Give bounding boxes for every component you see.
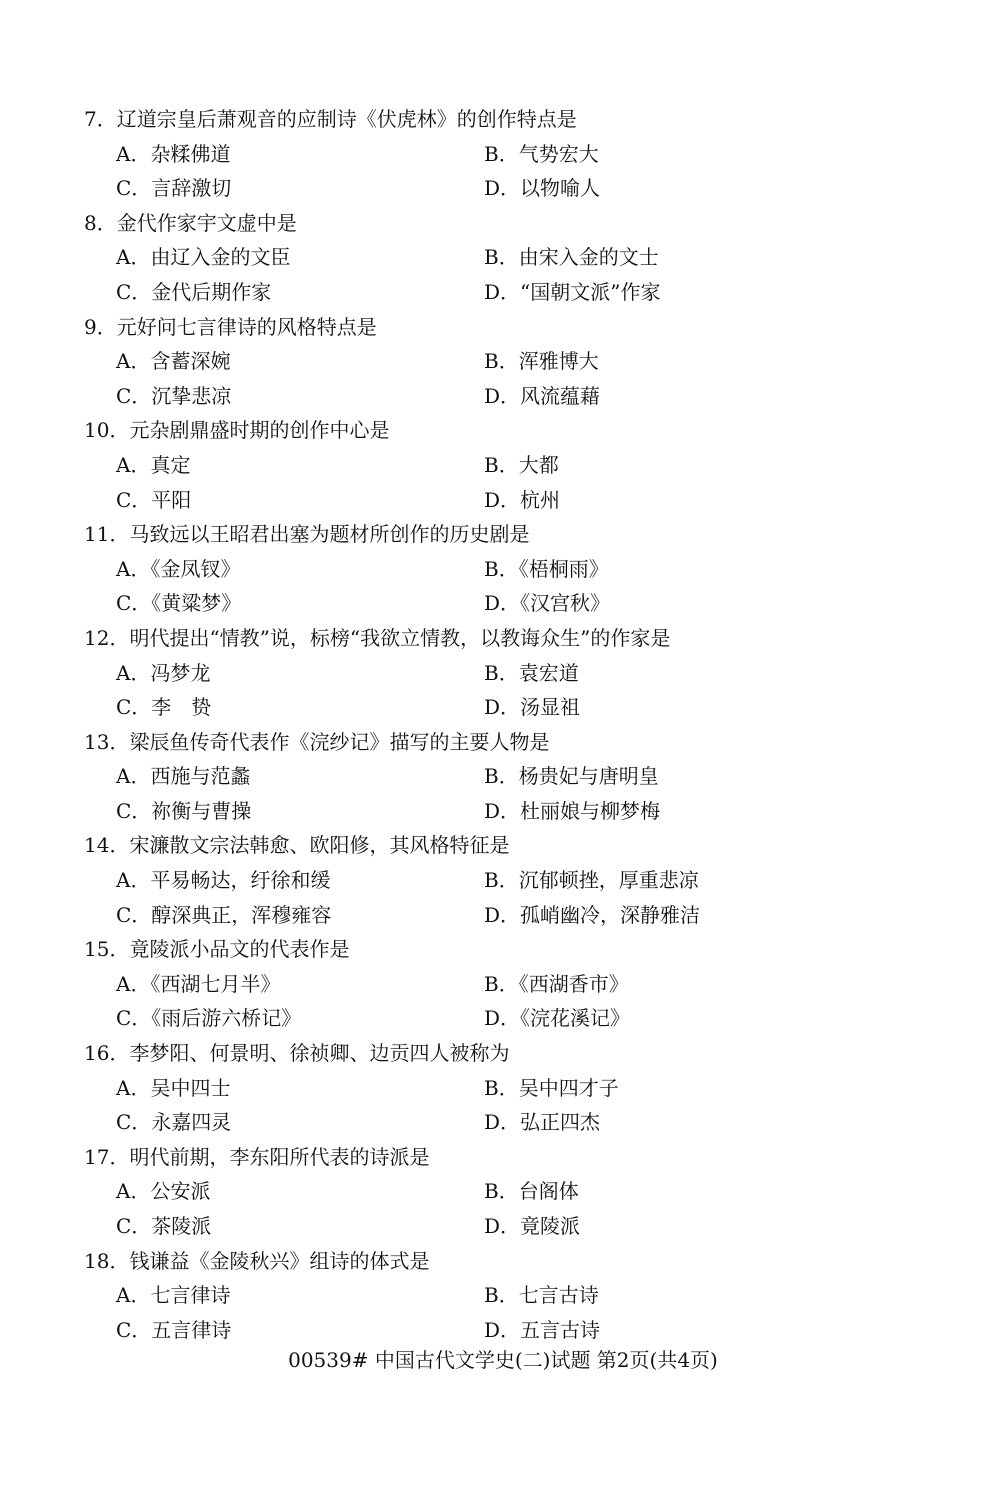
option-a: A．七言律诗 xyxy=(116,1283,231,1308)
option-row xyxy=(84,379,944,414)
option-row xyxy=(84,171,944,206)
question-stem: 7．辽道宗皇后萧观音的应制诗《伏虎林》的创作特点是 xyxy=(84,107,577,131)
question-stem: 14．宋濂散文宗法韩愈、欧阳修，其风格特征是 xyxy=(84,833,510,858)
option-row xyxy=(84,863,944,898)
option-d: D．杭州 xyxy=(484,487,561,512)
option-c: C．《黄粱梦》 xyxy=(116,591,242,616)
option-c: C．祢衡与曹操 xyxy=(116,798,252,823)
question-10 xyxy=(84,413,944,517)
question-stem: 11．马致远以王昭君出塞为题材所创作的历史剧是 xyxy=(84,522,530,547)
option-d: D．《汉宫秋》 xyxy=(484,591,611,616)
option-d: D．五言古诗 xyxy=(484,1317,601,1342)
option-a: A．《西湖七月半》 xyxy=(116,971,281,996)
question-stem: 16．李梦阳、何景明、徐祯卿、边贡四人被称为 xyxy=(84,1041,510,1066)
option-row xyxy=(84,1174,944,1209)
option-b: B．沉郁顿挫，厚重悲凉 xyxy=(484,868,699,893)
option-row xyxy=(84,1071,944,1106)
question-stem: 17．明代前期，李东阳所代表的诗派是 xyxy=(84,1144,430,1169)
option-a: A．公安派 xyxy=(116,1179,211,1204)
option-a: A．吴中四士 xyxy=(116,1075,231,1100)
option-row xyxy=(84,1313,944,1348)
question-stem: 15．竟陵派小品文的代表作是 xyxy=(84,937,350,962)
option-b: B．由宋入金的文士 xyxy=(484,245,659,270)
option-a: A．含蓄深婉 xyxy=(116,349,231,374)
question-13 xyxy=(84,725,944,829)
question-7 xyxy=(84,102,944,206)
option-b: B．大都 xyxy=(484,452,559,477)
option-d: D．“国朝文派”作家 xyxy=(484,279,661,304)
option-b: B．袁宏道 xyxy=(484,660,579,685)
question-16 xyxy=(84,1036,944,1140)
option-d: D．杜丽娘与柳梦梅 xyxy=(484,798,661,823)
option-row xyxy=(84,552,944,587)
question-stem: 18．钱谦益《金陵秋兴》组诗的体式是 xyxy=(84,1248,430,1273)
option-a: A．冯梦龙 xyxy=(116,660,211,685)
option-c: C．《雨后游六桥记》 xyxy=(116,1006,302,1031)
option-b: B．《西湖香市》 xyxy=(484,971,629,996)
option-b: B．杨贵妃与唐明皇 xyxy=(484,764,659,789)
option-b: B．气势宏大 xyxy=(484,141,599,166)
question-stem: 12．明代提出“情教”说，标榜“我欲立情教，以教诲众生”的作家是 xyxy=(84,625,671,650)
option-a: A．《金凤钗》 xyxy=(116,556,241,581)
option-c: C．言辞激切 xyxy=(116,176,232,201)
question-stem: 8．金代作家宇文虚中是 xyxy=(84,210,297,235)
question-17 xyxy=(84,1140,944,1244)
question-14 xyxy=(84,828,944,932)
option-b: B．浑雅博大 xyxy=(484,349,599,374)
question-12 xyxy=(84,621,944,725)
option-d: D．《浣花溪记》 xyxy=(484,1006,631,1031)
option-row xyxy=(84,1209,944,1244)
option-a: A．平易畅达，纡徐和缓 xyxy=(116,868,331,893)
question-8 xyxy=(84,206,944,310)
option-row xyxy=(84,240,944,275)
option-d: D．风流蕴藉 xyxy=(484,383,601,408)
option-row xyxy=(84,137,944,172)
question-11 xyxy=(84,517,944,621)
option-row xyxy=(84,586,944,621)
option-d: D．孤峭幽冷，深静雅洁 xyxy=(484,902,701,927)
option-a: A．真定 xyxy=(116,452,191,477)
page-footer: 00539# 中国古代文学史(二)试题 第2页(共4页) xyxy=(288,1348,718,1372)
option-row xyxy=(84,759,944,794)
option-c: C．金代后期作家 xyxy=(116,279,272,304)
option-row xyxy=(84,656,944,691)
option-d: D．汤显祖 xyxy=(484,695,581,720)
option-b: B．台阁体 xyxy=(484,1179,579,1204)
question-list xyxy=(84,102,944,1347)
option-row xyxy=(84,967,944,1002)
question-18 xyxy=(84,1244,944,1348)
question-stem: 13．梁辰鱼传奇代表作《浣纱记》描写的主要人物是 xyxy=(84,729,550,754)
option-row xyxy=(84,898,944,933)
option-c: C．五言律诗 xyxy=(116,1317,232,1342)
option-c: C．永嘉四灵 xyxy=(116,1110,232,1135)
option-row xyxy=(84,344,944,379)
option-row xyxy=(84,448,944,483)
option-row xyxy=(84,690,944,725)
option-row xyxy=(84,275,944,310)
question-15 xyxy=(84,932,944,1036)
option-b: B．《梧桐雨》 xyxy=(484,556,609,581)
option-c: C．醇深典正，浑穆雍容 xyxy=(116,902,332,927)
option-c: C．平阳 xyxy=(116,487,192,512)
question-stem: 10．元杂剧鼎盛时期的创作中心是 xyxy=(84,418,390,443)
option-d: D．竟陵派 xyxy=(484,1214,581,1238)
option-c: C．茶陵派 xyxy=(116,1214,212,1238)
option-c: C．沉挚悲凉 xyxy=(116,383,232,408)
option-a: A．杂糅佛道 xyxy=(116,141,231,166)
option-row xyxy=(84,794,944,829)
option-a: A．西施与范蠡 xyxy=(116,764,251,789)
option-row xyxy=(84,1278,944,1313)
option-d: D．以物喻人 xyxy=(484,176,601,201)
option-c: C．李 贽 xyxy=(116,695,212,720)
option-a: A．由辽入金的文臣 xyxy=(116,245,291,270)
option-b: B．七言古诗 xyxy=(484,1283,599,1308)
option-row xyxy=(84,1105,944,1140)
question-stem: 9．元好问七言律诗的风格特点是 xyxy=(84,314,377,339)
option-row xyxy=(84,1001,944,1036)
option-d: D．弘正四杰 xyxy=(484,1110,601,1135)
option-row xyxy=(84,483,944,518)
question-9 xyxy=(84,310,944,414)
option-b: B．吴中四才子 xyxy=(484,1075,619,1100)
